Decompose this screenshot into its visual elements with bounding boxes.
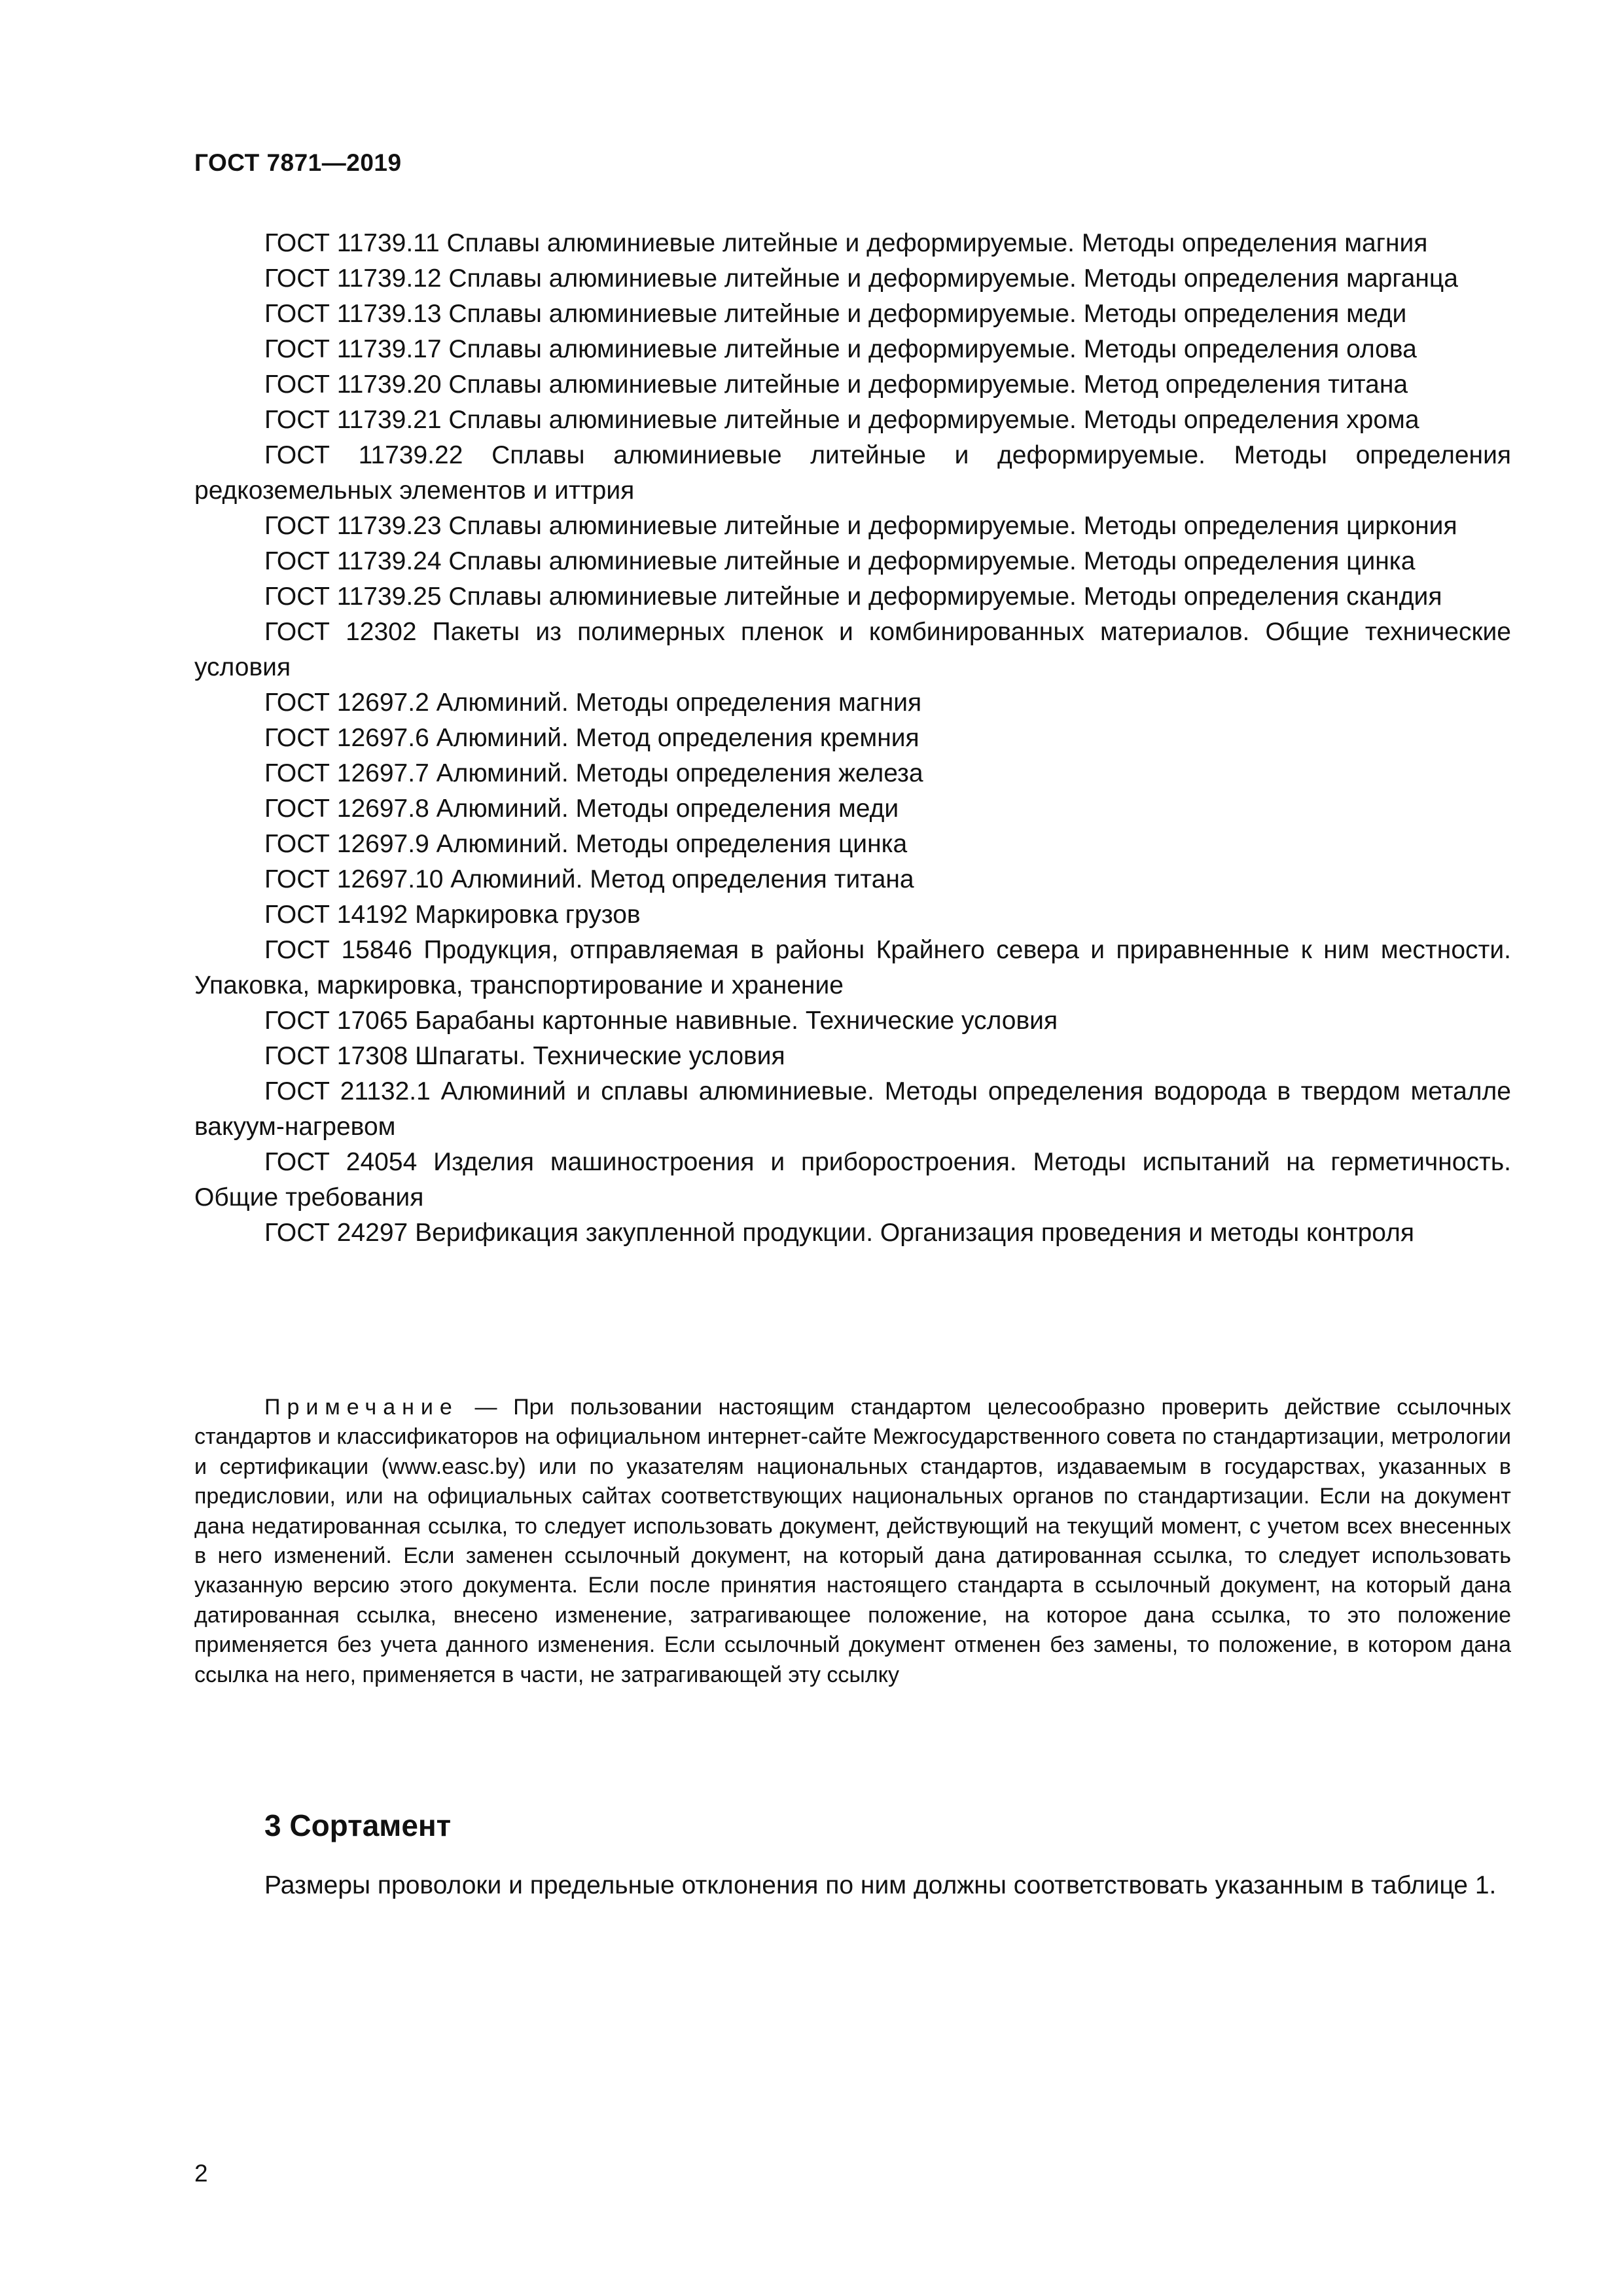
- reference-item: ГОСТ 12697.8 Алюминий. Методы определения меди: [264, 795, 899, 823]
- reference-item: ГОСТ 11739.17 Сплавы алюминиевые литейные и деформируемые. Методы определения олова: [264, 335, 1417, 363]
- reference-item: ГОСТ 11739.23 Сплавы алюминиевые литейные и деформируемые. Методы определения циркония: [264, 512, 1457, 540]
- reference-item: ГОСТ 15846 Продукция, отправляемая в районы Крайнего севера и приравненные к ним местности. Упаковка, маркировка, транспортирование и хранение: [194, 936, 1511, 999]
- document-header: ГОСТ 7871—2019: [194, 149, 402, 176]
- reference-item: ГОСТ 11739.24 Сплавы алюминиевые литейные и деформируемые. Методы определения цинка: [264, 547, 1416, 575]
- reference-item: ГОСТ 12697.9 Алюминий. Методы определения цинка: [264, 830, 908, 858]
- reference-item: ГОСТ 11739.11 Сплавы алюминиевые литейные и деформируемые. Методы определения магния: [264, 229, 1428, 257]
- reference-item: ГОСТ 12697.6 Алюминий. Метод определения кремния: [264, 724, 919, 752]
- reference-item: ГОСТ 11739.12 Сплавы алюминиевые литейные и деформируемые. Методы определения марганца: [264, 264, 1458, 293]
- section-title: 3 Сортамент: [264, 1808, 452, 1842]
- normative-references-list: [194, 226, 1511, 1251]
- reference-item: ГОСТ 17065 Барабаны картонные навивные. Технические условия: [264, 1007, 1058, 1035]
- reference-item: ГОСТ 11739.21 Сплавы алюминиевые литейные и деформируемые. Методы определения хрома: [264, 406, 1419, 434]
- section-body-text: Размеры проволоки и предельные отклонения по ним должны соответствовать указанным в таблице 1.: [264, 1871, 1497, 1899]
- reference-item: ГОСТ 12697.10 Алюминий. Метод определения титана: [264, 865, 914, 893]
- reference-item: ГОСТ 21132.1 Алюминий и сплавы алюминиевые. Методы определения водорода в твердом металле вакуум-нагревом: [194, 1077, 1511, 1141]
- reference-item: ГОСТ 14192 Маркировка грузов: [264, 901, 641, 929]
- page-number: 2: [194, 2160, 208, 2187]
- reference-item: ГОСТ 24054 Изделия машиностроения и приборостроения. Методы испытаний на герметичность. Общие требования: [194, 1148, 1511, 1211]
- reference-item: ГОСТ 11739.22 Сплавы алюминиевые литейные и деформируемые. Методы определения редкоземельных элементов и иттрия: [194, 441, 1511, 505]
- reference-item: ГОСТ 12697.2 Алюминий. Методы определения магния: [264, 689, 922, 717]
- reference-item: ГОСТ 24297 Верификация закупленной продукции. Организация проведения и методы контроля: [264, 1219, 1414, 1247]
- references-note: [194, 1393, 1511, 1690]
- reference-item: ГОСТ 17308 Шпагаты. Технические условия: [264, 1042, 785, 1070]
- note-text: — При пользовании настоящим стандартом целесообразно проверить действие ссылочных стандартов и классификаторов на официальном интернет-сайте Межгосударственного совета по стандартизации, метрологии и сертификации (www.easc.by) или по указателям национальных стандартов, издаваемым в государствах, указанных в предисловии, или на официальных сайтах соответствующих национальных органов по стандартизации. Если на документ дана недатированная ссылка, то следует использовать документ, действующий на текущий момент, с учетом всех внесенных в него изменений. Если заменен ссылочный документ, на который дана датированная ссылка, то следует использовать указанную версию этого документа. Если после принятия настоящего стандарта в ссылочный документ, на который дана датированная ссылка, внесено изменение, затрагивающее положение, на которое дана ссылка, то это положение применяется без учета данного изменения. Если ссылочный документ отменен без замены, то положение, в котором дана ссылка на него, применяется в части, не затрагивающей эту ссылку: [194, 1395, 1511, 1687]
- note-label: Примечание: [264, 1395, 459, 1420]
- reference-item: ГОСТ 11739.13 Сплавы алюминиевые литейные и деформируемые. Методы определения меди: [264, 300, 1407, 328]
- reference-item: ГОСТ 11739.20 Сплавы алюминиевые литейные и деформируемые. Метод определения титана: [264, 370, 1408, 399]
- reference-item: ГОСТ 11739.25 Сплавы алюминиевые литейные и деформируемые. Методы определения скандия: [264, 583, 1442, 611]
- reference-item: ГОСТ 12302 Пакеты из полимерных пленок и комбинированных материалов. Общие технические условия: [194, 618, 1511, 681]
- reference-item: ГОСТ 12697.7 Алюминий. Методы определения железа: [264, 759, 923, 787]
